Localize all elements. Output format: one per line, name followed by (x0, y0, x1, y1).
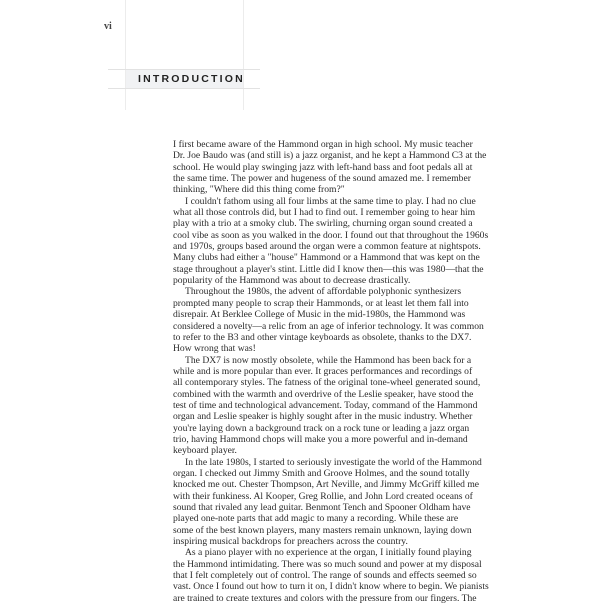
text-line: the same time. The power and hugeness of the sound amazed me. I remember (173, 173, 471, 185)
text-line: Throughout the 1980s, the advent of affordable polyphonic synthesizers (185, 286, 462, 298)
text-line: combined with the warmth and overdrive of the Leslie speaker, have stood the (173, 388, 474, 400)
text-line: vast. Once I found out how to turn it on, I didn't know where to begin. We pianists (173, 581, 489, 593)
text-line: play with a trio at a smoky club. The swirling, churning organ sound created a (173, 218, 473, 230)
text-line: keyboard player. (173, 445, 237, 457)
text-line: Many clubs had either a "house" Hammond or a Hammond that was kept on the (173, 252, 480, 264)
text-line: organ and Leslie speaker is highly sought after in the music industry. Whether (173, 411, 473, 423)
paragraph (173, 139, 487, 196)
text-line: popularity of the Hammond was about to decrease drastically. (173, 275, 411, 287)
text-line: I first became aware of the Hammond organ in high school. My music teacher (173, 139, 473, 150)
text-line: that I felt completely out of control. The range of sounds and effects seemed so (173, 570, 477, 582)
page-number: vi (104, 21, 112, 32)
chapter-title: INTRODUCTION (138, 73, 245, 85)
text-line: In the late 1980s, I started to seriously investigate the world of the Hammond (185, 456, 482, 468)
text-line: all contemporary styles. The fatness of the original tone-wheel generated sound, (173, 377, 481, 389)
title-rule-bottom (108, 88, 260, 89)
text-line: inspiring musical backdrops for preachers across the country. (173, 536, 408, 548)
body-text (173, 139, 489, 604)
text-line: with their funkiness. Al Kooper, Greg Rollie, and John Lord created oceans of (173, 490, 473, 502)
text-line: knocked me out. Chester Thompson, Art Neville, and Jimmy McGriff killed me (173, 479, 480, 491)
text-line: Dr. Joe Baudo was (and still is) a jazz organist, and he kept a Hammond C3 at the (173, 150, 487, 162)
text-line: disrepair. At Berklee College of Music in the mid-1980s, the Hammond was (173, 309, 466, 321)
margin-rule-right (243, 0, 244, 110)
paragraph (173, 456, 482, 548)
text-line: you're laying down a background track on a rock tune or leading a jazz organ (173, 422, 470, 434)
text-line: trio, having Hammond chops will make you a more powerful and in-demand (173, 433, 468, 445)
paragraph (173, 195, 489, 287)
paragraph (173, 354, 481, 457)
margin-rule-left (125, 0, 126, 110)
text-line: organ. I checked out Jimmy Smith and Groove Holmes, and the sound totally (173, 467, 470, 479)
title-rule-top (108, 69, 260, 70)
text-line: are trained to create textures and colors with the pressure from our fingers. The (173, 592, 477, 604)
text-line: while and is more popular than ever. It graces performances and recordings of (173, 365, 473, 377)
text-line: prompted many people to scrap their Hammonds, or at least let them fall into (173, 297, 469, 309)
text-line: school. He would play swinging jazz with left-hand bass and foot pedals all at (173, 161, 473, 173)
paragraph (173, 286, 484, 355)
text-line: the Hammond intimidating. There was so much sound and power at my disposal (173, 558, 482, 570)
text-line: sound that rivaled any lead guitar. Benmont Tench and Spooner Oldham have (173, 502, 471, 513)
text-line: thinking, "Where did this thing come from?" (173, 184, 345, 196)
text-line: test of time and technological advancement. Today, command of the Hammond (173, 399, 478, 411)
paragraph (173, 547, 489, 604)
text-line: stage throughout a player's stint. Little did I know then—this was 1980—that the (173, 263, 484, 275)
text-line: played one-note parts that add magic to many a recording. While these are (173, 513, 459, 525)
text-line: some of the best known players, many masters remain unknown, laying down (173, 524, 472, 536)
text-line: what all those controls did, but I had to find out. I remember going to hear him (173, 207, 476, 219)
text-line: As a piano player with no experience at the organ, I initially found playing (185, 547, 472, 559)
text-line: I couldn't fathom using all four limbs at the same time to play. I had no clue (185, 195, 476, 207)
text-line: cool vibe as soon as you walked in the door. I found out that throughout the 1960s (173, 229, 489, 241)
text-line: to refer to the B3 and other vintage keyboards as obsolete, thanks to the DX7. (173, 331, 472, 343)
text-line: How wrong that was! (173, 343, 256, 355)
text-line: The DX7 is now mostly obsolete, while the Hammond has been back for a (185, 354, 472, 366)
text-line: and 1970s, groups based around the organ were a common feature at nightspots. (173, 241, 481, 253)
text-line: considered a novelty—a relic from an age of inferior technology. It was common (173, 320, 484, 332)
